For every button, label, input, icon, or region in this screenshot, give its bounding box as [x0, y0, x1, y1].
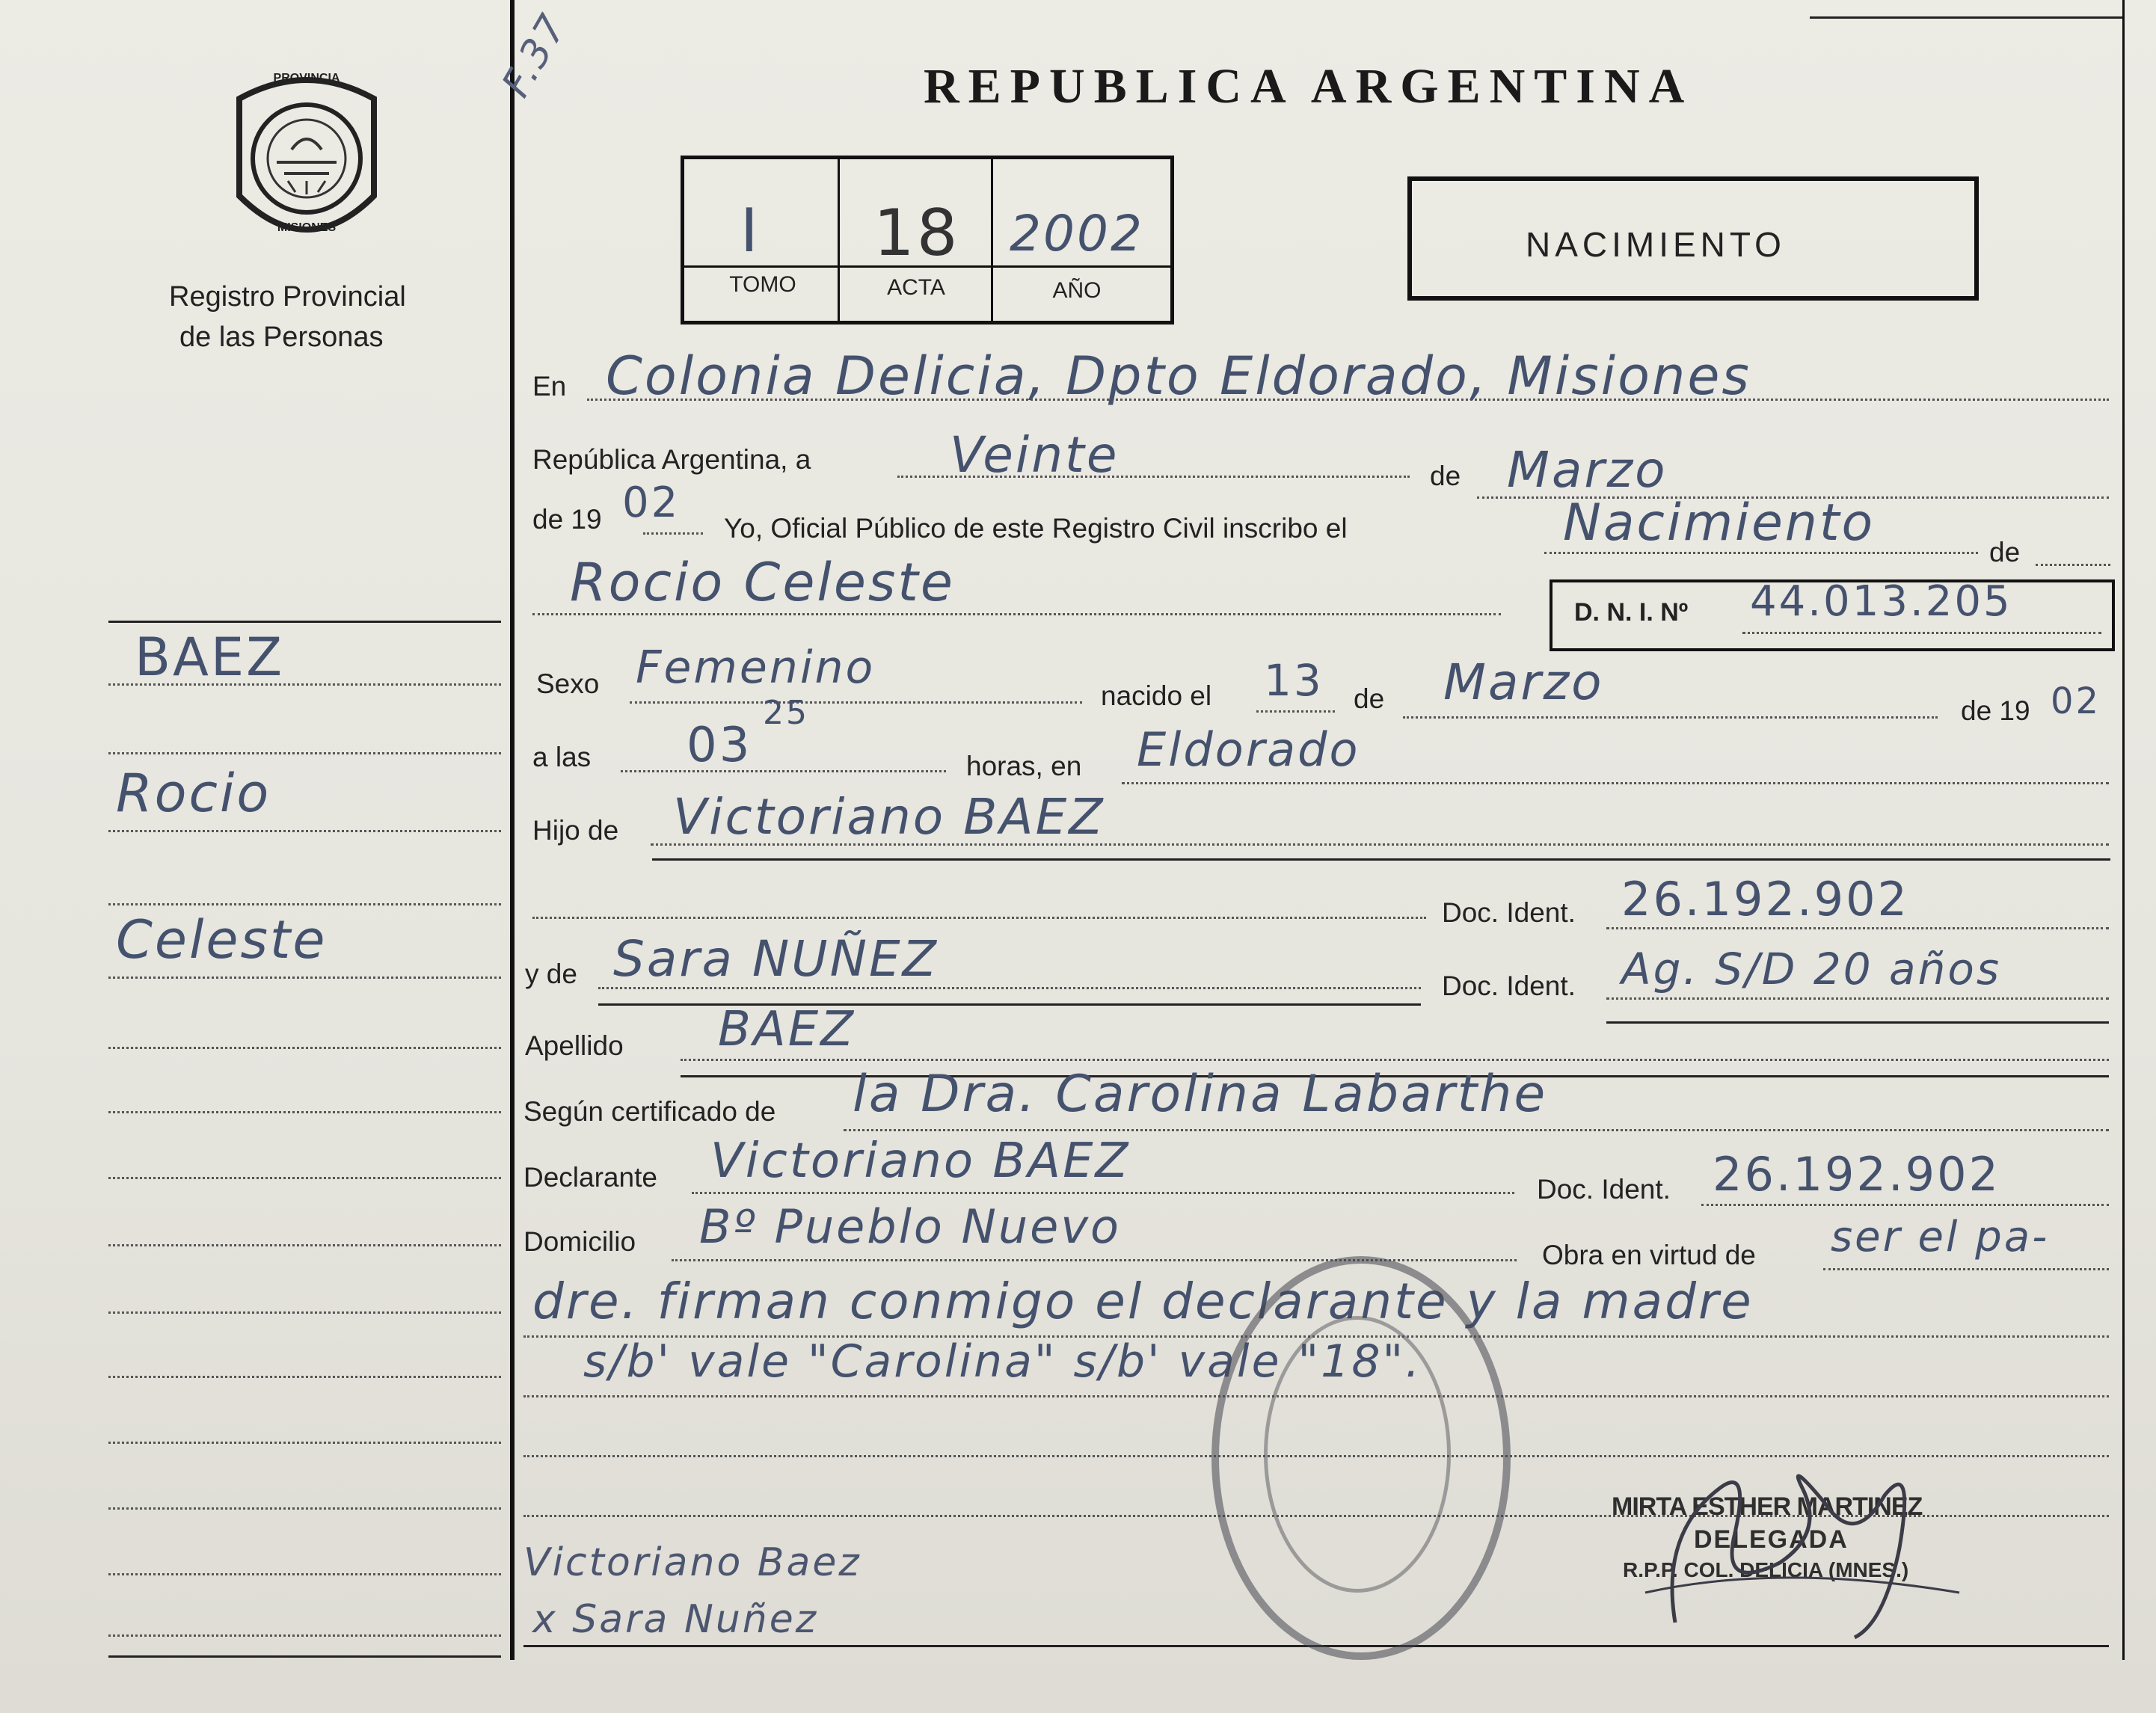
en-label: En — [532, 371, 567, 402]
padre-doc-line — [1606, 927, 2109, 929]
padre-rule — [652, 858, 2110, 861]
padre-signature: Victoriano Baez — [523, 1540, 862, 1585]
left-column-divider — [510, 0, 515, 1660]
margin-line-1 — [108, 683, 501, 686]
de-line-2 — [2036, 564, 2110, 566]
official-name: MIRTA ESTHER MARTINEZ — [1612, 1492, 1923, 1521]
a-las-label: a las — [532, 742, 592, 772]
mes-nacimiento-value: Marzo — [1443, 653, 1604, 711]
dni-label: D. N. I. Nº — [1574, 598, 1689, 627]
margin-line-13 — [108, 1507, 501, 1510]
minutos-value: 25 — [763, 694, 809, 732]
doc-ident-label-1: Doc. Ident. — [1442, 897, 1576, 928]
obra-line-1 — [1823, 1268, 2109, 1270]
apellido-line — [681, 1059, 2109, 1061]
margin-line-4 — [108, 903, 501, 905]
top-right-rule — [1810, 16, 2122, 19]
margin-nombre-1: Rocio — [116, 763, 271, 824]
dia-inscripcion-value: Veinte — [950, 426, 1120, 484]
agency-name-line1: Registro Provincial — [169, 281, 406, 313]
domicilio-label: Domicilio — [523, 1226, 636, 1257]
madre-signature: x Sara Nuñez — [532, 1597, 819, 1642]
lugar-nac-line — [1122, 782, 2109, 784]
certificado-value: la Dra. Carolina Labarthe — [853, 1065, 1548, 1124]
margin-apellido: BAEZ — [135, 627, 285, 688]
margin-note: F.37 — [494, 5, 577, 105]
de-19-label-2: de 19 — [1961, 695, 2030, 726]
de-label-1: de — [1430, 461, 1461, 491]
margin-line-10 — [108, 1311, 501, 1314]
margin-line-3 — [108, 830, 501, 832]
margin-rule-bottom — [108, 1655, 501, 1658]
declarante-doc-value: 26.192.902 — [1713, 1147, 2000, 1202]
margin-nombre-2: Celeste — [116, 909, 328, 971]
lugar-nacimiento-value: Eldorado — [1137, 722, 1360, 777]
sexo-line-main — [630, 701, 1082, 704]
margin-line-5 — [108, 977, 501, 979]
ano-inscripcion-value: 02 — [622, 479, 681, 527]
margin-line-8 — [108, 1177, 501, 1179]
madre-doc-rule — [1606, 1021, 2109, 1024]
hijo-de-label: Hijo de — [532, 815, 619, 846]
nombre-inscripto-value: Rocio Celeste — [570, 552, 955, 613]
y-de-label: y de — [525, 959, 577, 989]
margin-line-9 — [108, 1244, 501, 1246]
apellido-label: Apellido — [525, 1030, 624, 1061]
acta-value: 18 — [873, 196, 960, 271]
padre-doc-value: 26.192.902 — [1621, 872, 1909, 926]
de-label-3: de — [1354, 683, 1385, 714]
madre-doc-line — [1606, 997, 2109, 1000]
horas-en-label: horas, en — [966, 751, 1082, 781]
margin-line-15 — [108, 1634, 501, 1637]
de-19-label: de 19 — [532, 504, 602, 535]
ano-label: AÑO — [1052, 278, 1102, 303]
madre-value: Sara NUÑEZ — [613, 930, 939, 988]
declarante-doc-line — [1701, 1204, 2109, 1206]
tomo-value: I — [740, 196, 761, 265]
ano-line — [643, 532, 703, 535]
margin-line-6 — [108, 1047, 501, 1049]
acta-label: ACTA — [887, 275, 945, 300]
certificado-line — [844, 1129, 2109, 1131]
sexo-label: Sexo — [536, 668, 600, 699]
segun-certificado-label: Según certificado de — [523, 1096, 776, 1127]
seal-text-top: PROVINCIA — [273, 72, 340, 84]
yo-oficial-label: Yo, Oficial Público de este Registro Civil inscribo el — [724, 513, 1348, 544]
margin-line-2 — [108, 752, 501, 754]
tomo-label: TOMO — [729, 272, 796, 297]
margin-line-11 — [108, 1376, 501, 1378]
hora-value: 03 — [687, 718, 752, 773]
republica-a-label: República Argentina, a — [532, 444, 811, 475]
dni-value: 44.013.205 — [1750, 577, 2012, 626]
declarante-label: Declarante — [523, 1162, 657, 1193]
de-label-2: de — [1989, 537, 2021, 568]
nombre-line — [532, 613, 1501, 615]
dia-nacimiento-value: 13 — [1264, 655, 1324, 706]
doc-ident-label-2: Doc. Ident. — [1442, 971, 1576, 1001]
mes-nac-line — [1403, 716, 1938, 719]
agency-name-line2: de las Personas — [179, 322, 384, 353]
declarante-line — [692, 1192, 1514, 1194]
official-role: DELEGADA — [1694, 1525, 1849, 1554]
seal-text-bottom: MISIONES — [277, 221, 337, 234]
official-signature-icon — [1630, 1443, 1974, 1667]
tipo-inscripcion-value: Nacimiento — [1563, 493, 1876, 553]
declarante-value: Victoriano BAEZ — [710, 1134, 1131, 1189]
obra-value-line1: ser el pa- — [1831, 1213, 2050, 1261]
margin-line-7 — [108, 1111, 501, 1113]
padre-doc-line-left — [532, 917, 1426, 919]
apellido-value: BAEZ — [718, 1002, 856, 1057]
ano-value: 2002 — [1010, 205, 1144, 262]
domicilio-value: Bº Pueblo Nuevo — [699, 1199, 1121, 1254]
hora-line — [621, 770, 946, 772]
right-border — [2122, 0, 2125, 1660]
dia-nac-line — [1256, 710, 1335, 713]
sexo-value: Femenino — [636, 642, 876, 694]
doc-ident-label-3: Doc. Ident. — [1537, 1174, 1671, 1205]
obra-value-line2: dre. firman conmigo el declarante y la madre — [532, 1273, 1754, 1330]
obra-en-virtud-label: Obra en virtud de — [1542, 1240, 1756, 1270]
margin-rule-top — [108, 621, 501, 623]
nacido-el-label: nacido el — [1101, 680, 1212, 711]
margin-line-14 — [108, 1573, 501, 1575]
registry-stamp-inner — [1264, 1316, 1451, 1593]
doc-type-label: NACIMIENTO — [1526, 225, 1786, 264]
margin-line-12 — [108, 1442, 501, 1444]
dni-line — [1742, 632, 2101, 634]
ano-nacimiento-value: 02 — [2051, 680, 2101, 722]
madre-doc-value: Ag. S/D 20 años — [1621, 944, 2002, 994]
country-title: REPUBLICA ARGENTINA — [924, 59, 1694, 114]
padre-value: Victoriano BAEZ — [673, 788, 1105, 846]
obra-value-line3: s/b' vale "Carolina" s/b' vale "18". — [583, 1335, 1422, 1388]
lugar-value: Colonia Delicia, Dpto Eldorado, Misiones — [606, 345, 1751, 407]
mes-inscripcion-value: Marzo — [1507, 441, 1668, 499]
official-office: R.P.P. COL. DELICIA (MNES.) — [1623, 1558, 1909, 1581]
